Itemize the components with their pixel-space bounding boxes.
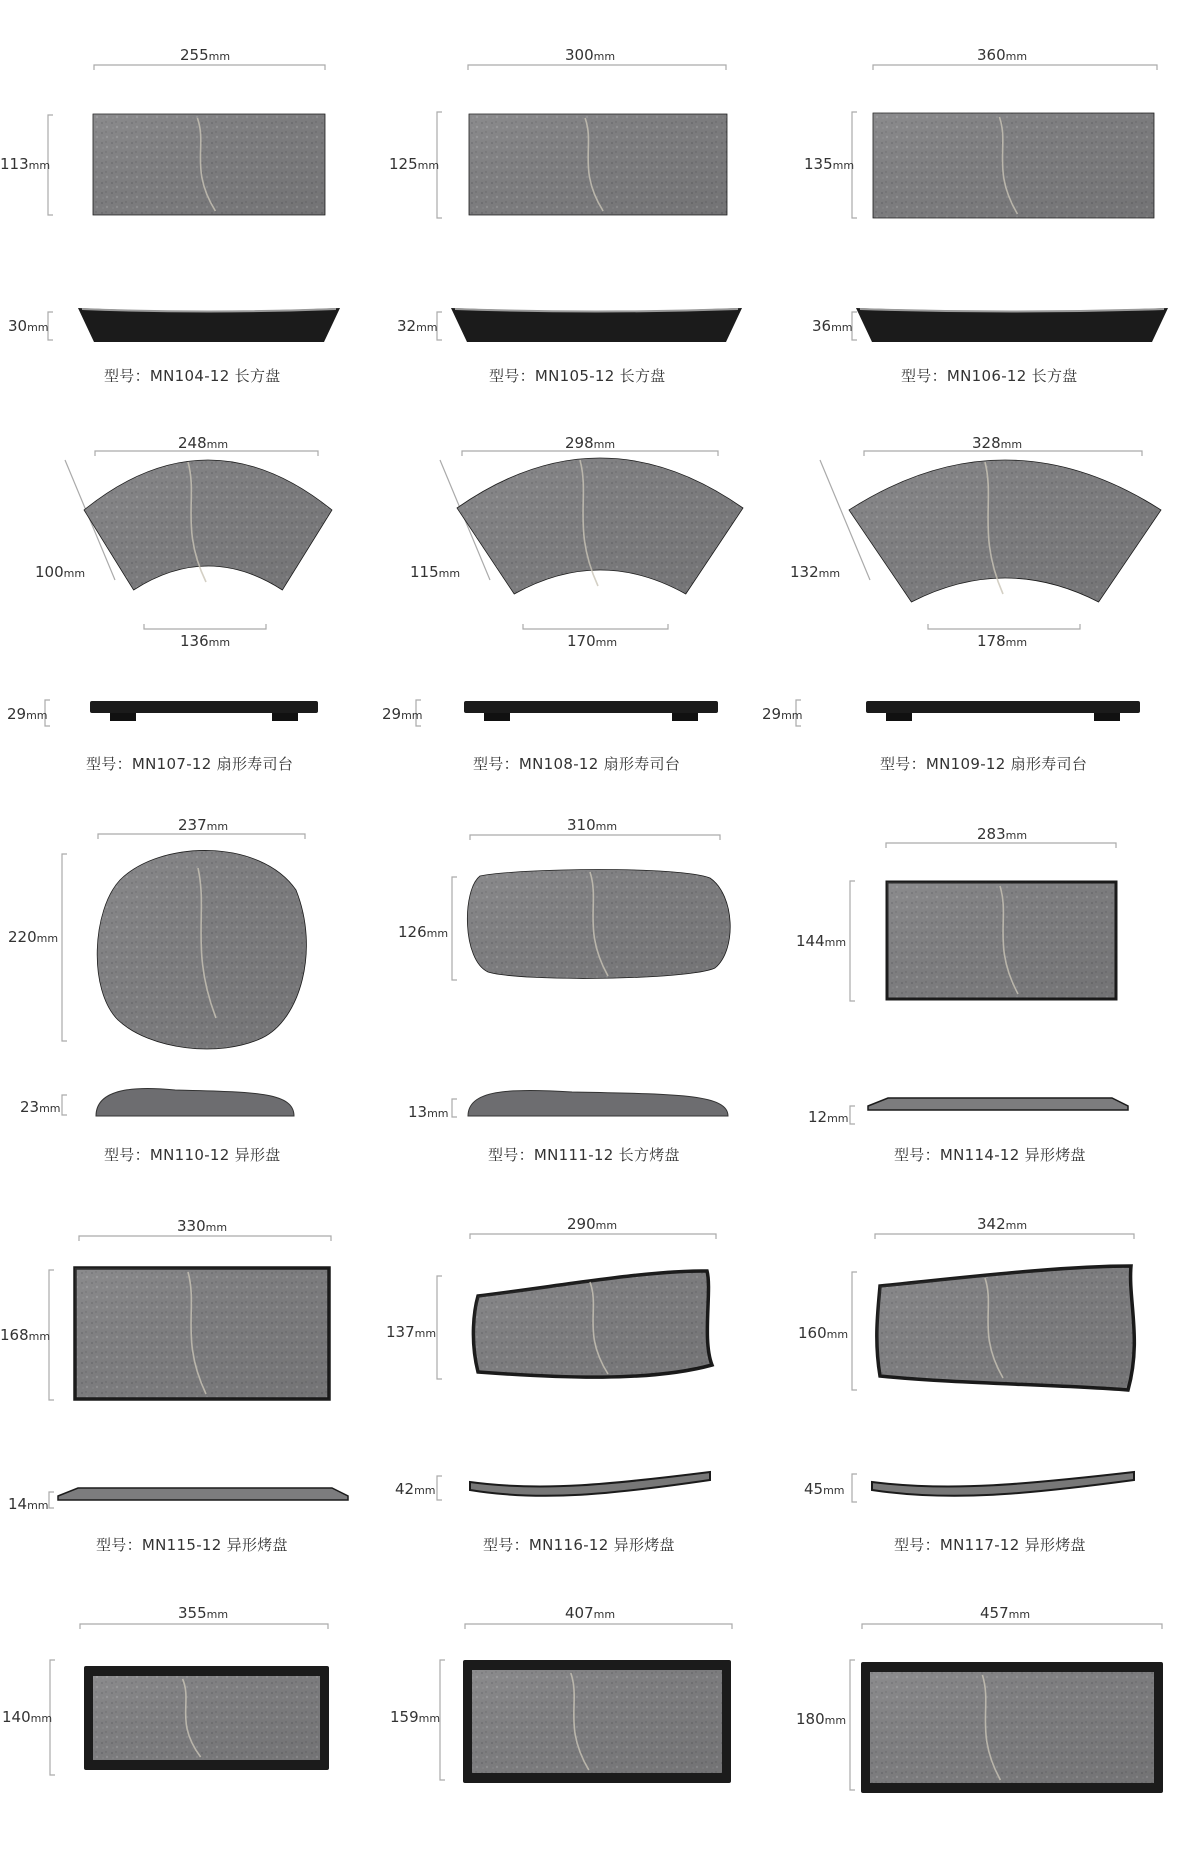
- model-caption: [96, 1538, 288, 1553]
- height-dimension: [8, 319, 49, 334]
- model-caption-value: 型号：MN105-12 长方盘: [489, 367, 666, 385]
- depth-dimension-unit: mm: [28, 1330, 51, 1343]
- width-dimension: [565, 1606, 615, 1621]
- irregular-baking-plate: [473, 1271, 712, 1377]
- width-dimension-value: 283: [977, 825, 1006, 843]
- width-dimension: [180, 48, 230, 63]
- width-guide-line: [470, 1234, 716, 1239]
- height-dimension-unit: mm: [401, 709, 423, 722]
- depth-dimension: [0, 1328, 50, 1343]
- width-dimension-value: 255: [180, 46, 209, 64]
- depth-dimension-value: 113: [0, 155, 29, 173]
- inner-width-dimension-value: 136: [180, 632, 209, 650]
- model-caption: [104, 369, 281, 384]
- plate-side-view: [78, 308, 340, 342]
- depth-dimension: [790, 565, 840, 580]
- depth-dimension-value: 220: [8, 928, 37, 946]
- height-dimension: [397, 319, 438, 334]
- depth-guide-line: [852, 1474, 857, 1502]
- plate-side-view: [451, 308, 742, 342]
- depth-guide-line: [48, 312, 53, 340]
- rimmed-baking-plate: [75, 1268, 329, 1399]
- plate-side-view: [470, 1472, 710, 1496]
- width-dimension-unit: mm: [206, 820, 229, 833]
- width-dimension: [178, 436, 228, 451]
- height-dimension: [395, 1482, 436, 1497]
- height-dimension-value: 29: [382, 705, 402, 723]
- model-caption-value: 型号：MN110-12 异形盘: [104, 1146, 281, 1164]
- width-guide-line: [886, 843, 1116, 848]
- depth-dimension-value: 180: [796, 1710, 825, 1728]
- depth-dimension-value: 100: [35, 563, 64, 581]
- width-guide-line: [875, 1234, 1134, 1239]
- width-dimension-value: 342: [977, 1215, 1006, 1233]
- model-caption: [894, 1538, 1086, 1553]
- depth-dimension-unit: mm: [28, 159, 51, 172]
- depth-guide-line: [852, 1272, 857, 1390]
- depth-guide-line: [437, 1276, 442, 1379]
- board-side-view: [866, 701, 1140, 721]
- width-guide-line: [864, 451, 1142, 456]
- depth-dimension-unit: mm: [63, 567, 86, 580]
- board-side-view: [464, 701, 718, 721]
- height-dimension: [8, 1497, 49, 1512]
- depth-dimension-unit: mm: [418, 1712, 441, 1725]
- width-dimension-unit: mm: [593, 50, 616, 63]
- round-stone-plate: [97, 850, 306, 1049]
- depth-dimension-unit: mm: [417, 159, 440, 172]
- depth-dimension: [0, 157, 50, 172]
- height-dimension-unit: mm: [27, 1499, 49, 1512]
- depth-dimension-unit: mm: [832, 159, 855, 172]
- fan-sushi-board: [849, 460, 1161, 602]
- depth-guide-line: [62, 1095, 67, 1115]
- height-dimension-value: 14: [8, 1495, 28, 1513]
- inner-width-guide-line: [523, 624, 668, 629]
- width-dimension-value: 248: [178, 434, 207, 452]
- width-dimension-value: 237: [178, 816, 207, 834]
- model-caption: [901, 369, 1078, 384]
- height-dimension-unit: mm: [427, 1107, 449, 1120]
- width-dimension: [972, 436, 1022, 451]
- rimmed-baking-plate: [887, 882, 1116, 999]
- depth-dimension: [796, 934, 846, 949]
- depth-dimension-unit: mm: [438, 567, 461, 580]
- width-dimension-unit: mm: [595, 1219, 618, 1232]
- depth-guide-line: [437, 1476, 442, 1500]
- inner-width-guide-line: [928, 624, 1080, 629]
- model-caption-value: 型号：MN117-12 异形烤盘: [894, 1536, 1086, 1554]
- depth-guide-line: [437, 312, 442, 340]
- width-dimension: [980, 1606, 1030, 1621]
- inner-width-dimension: [567, 634, 617, 649]
- model-caption-value: 型号：MN111-12 长方烤盘: [488, 1146, 680, 1164]
- depth-guide-line: [452, 877, 457, 980]
- depth-dimension-value: 140: [2, 1708, 31, 1726]
- depth-dimension-unit: mm: [824, 936, 847, 949]
- width-guide-line: [94, 65, 325, 70]
- model-caption: [489, 369, 666, 384]
- width-guide-line: [468, 65, 726, 70]
- model-caption-value: 型号：MN114-12 异形烤盘: [894, 1146, 1086, 1164]
- height-dimension-value: 30: [8, 317, 28, 335]
- width-dimension-value: 300: [565, 46, 594, 64]
- model-caption: [483, 1538, 675, 1553]
- rectangular-plate: [469, 114, 727, 215]
- depth-dimension: [796, 1712, 846, 1727]
- depth-dimension-value: 137: [386, 1323, 415, 1341]
- fan-sushi-board: [84, 460, 332, 590]
- depth-guide-line: [49, 1492, 54, 1508]
- width-dimension: [567, 1217, 617, 1232]
- height-dimension: [382, 707, 423, 722]
- depth-dimension: [35, 565, 85, 580]
- depth-guide-line: [850, 1106, 855, 1124]
- height-dimension: [808, 1110, 849, 1125]
- height-dimension: [7, 707, 48, 722]
- width-dimension-value: 298: [565, 434, 594, 452]
- width-dimension-unit: mm: [1005, 50, 1028, 63]
- model-caption: [880, 757, 1087, 772]
- depth-dimension-unit: mm: [818, 567, 841, 580]
- height-dimension: [812, 319, 853, 334]
- height-dimension-value: 32: [397, 317, 417, 335]
- framed-rectangular-plate: [861, 1662, 1163, 1793]
- board-side-view: [90, 701, 318, 721]
- width-dimension: [565, 48, 615, 63]
- height-dimension-unit: mm: [416, 321, 438, 334]
- width-dimension-unit: mm: [1008, 1608, 1031, 1621]
- depth-dimension: [2, 1710, 52, 1725]
- plate-side-view: [58, 1488, 348, 1500]
- irregular-baking-plate: [877, 1266, 1135, 1390]
- width-dimension-unit: mm: [1005, 1219, 1028, 1232]
- height-dimension-value: 29: [7, 705, 27, 723]
- height-dimension-unit: mm: [414, 1484, 436, 1497]
- height-dimension-unit: mm: [39, 1102, 61, 1115]
- width-dimension: [178, 818, 228, 833]
- width-dimension-value: 290: [567, 1215, 596, 1233]
- depth-guide-line: [452, 1099, 457, 1117]
- inner-width-dimension-unit: mm: [208, 636, 231, 649]
- framed-rectangular-plate: [84, 1666, 329, 1770]
- inner-width-dimension-value: 178: [977, 632, 1006, 650]
- framed-rectangular-plate: [463, 1660, 731, 1783]
- height-dimension-value: 13: [408, 1103, 428, 1121]
- depth-dimension-unit: mm: [824, 1714, 847, 1727]
- width-dimension-value: 407: [565, 1604, 594, 1622]
- depth-dimension-unit: mm: [30, 1712, 53, 1725]
- depth-dimension-unit: mm: [414, 1327, 437, 1340]
- width-dimension: [977, 1217, 1027, 1232]
- inner-width-dimension-unit: mm: [1005, 636, 1028, 649]
- width-dimension-value: 310: [567, 816, 596, 834]
- height-dimension-value: 42: [395, 1480, 415, 1498]
- depth-dimension-value: 160: [798, 1324, 827, 1342]
- width-dimension-unit: mm: [208, 50, 231, 63]
- depth-dimension-value: 115: [410, 563, 439, 581]
- width-dimension-unit: mm: [205, 1221, 228, 1234]
- height-dimension-value: 45: [804, 1480, 824, 1498]
- width-guide-line: [79, 1236, 331, 1241]
- height-dimension-value: 12: [808, 1108, 828, 1126]
- model-caption: [488, 1148, 680, 1163]
- width-guide-line: [98, 834, 305, 839]
- model-caption: [894, 1148, 1086, 1163]
- depth-dimension: [398, 925, 448, 940]
- width-dimension: [178, 1606, 228, 1621]
- width-dimension-value: 360: [977, 46, 1006, 64]
- depth-guide-line: [62, 854, 67, 1041]
- depth-dimension-value: 132: [790, 563, 819, 581]
- width-dimension-value: 355: [178, 1604, 207, 1622]
- height-dimension-unit: mm: [26, 709, 48, 722]
- width-dimension-unit: mm: [206, 1608, 229, 1621]
- width-dimension-value: 457: [980, 1604, 1009, 1622]
- depth-dimension: [389, 157, 439, 172]
- width-guide-line: [873, 65, 1157, 70]
- height-dimension-unit: mm: [831, 321, 853, 334]
- width-dimension-value: 330: [177, 1217, 206, 1235]
- width-dimension-unit: mm: [593, 1608, 616, 1621]
- width-dimension-value: 328: [972, 434, 1001, 452]
- depth-dimension: [386, 1325, 436, 1340]
- depth-dimension: [798, 1326, 848, 1341]
- plate-side-view: [856, 308, 1168, 342]
- height-dimension: [20, 1100, 61, 1115]
- model-caption-value: 型号：MN106-12 长方盘: [901, 367, 1078, 385]
- plate-side-view: [868, 1098, 1128, 1110]
- inner-width-dimension-value: 170: [567, 632, 596, 650]
- model-caption-value: 型号：MN104-12 长方盘: [104, 367, 281, 385]
- height-dimension-unit: mm: [27, 321, 49, 334]
- model-caption-value: 型号：MN109-12 扇形寿司台: [880, 755, 1088, 773]
- depth-dimension: [8, 930, 58, 945]
- width-guide-line: [470, 835, 720, 840]
- width-guide-line: [80, 1624, 328, 1629]
- width-dimension: [977, 827, 1027, 842]
- height-dimension: [804, 1482, 845, 1497]
- rounded-baking-plate: [467, 870, 730, 979]
- model-caption: [104, 1148, 281, 1163]
- width-guide-line: [862, 1624, 1162, 1629]
- inner-width-dimension: [180, 634, 230, 649]
- width-dimension-unit: mm: [1005, 829, 1028, 842]
- depth-guide-line: [850, 881, 855, 1001]
- depth-dimension: [390, 1710, 440, 1725]
- model-caption-value: 型号：MN116-12 异形烤盘: [483, 1536, 675, 1554]
- depth-dimension-value: 159: [390, 1708, 419, 1726]
- model-caption-value: 型号：MN115-12 异形烤盘: [96, 1536, 288, 1554]
- depth-dimension-unit: mm: [826, 1328, 849, 1341]
- depth-dimension-value: 144: [796, 932, 825, 950]
- depth-guide-line: [852, 312, 857, 340]
- width-guide-line: [465, 1624, 732, 1629]
- width-dimension-unit: mm: [595, 820, 618, 833]
- inner-width-dimension-unit: mm: [595, 636, 618, 649]
- width-dimension: [567, 818, 617, 833]
- plate-side-view: [872, 1472, 1134, 1496]
- plate-side-view: [468, 1090, 728, 1116]
- inner-width-guide-line: [144, 624, 266, 629]
- height-dimension-unit: mm: [823, 1484, 845, 1497]
- model-caption-value: 型号：MN108-12 扇形寿司台: [473, 755, 681, 773]
- depth-dimension-value: 125: [389, 155, 418, 173]
- depth-guide-line: [440, 1660, 445, 1780]
- width-dimension: [177, 1219, 227, 1234]
- depth-dimension-unit: mm: [426, 927, 449, 940]
- width-dimension: [977, 48, 1027, 63]
- fan-sushi-board: [457, 458, 743, 594]
- height-dimension-unit: mm: [827, 1112, 849, 1125]
- depth-dimension: [410, 565, 460, 580]
- plate-side-view: [96, 1088, 294, 1116]
- width-dimension: [565, 436, 615, 451]
- depth-dimension-value: 168: [0, 1326, 29, 1344]
- depth-dimension-value: 126: [398, 923, 427, 941]
- model-caption-value: 型号：MN107-12 扇形寿司台: [86, 755, 294, 773]
- depth-dimension: [804, 157, 854, 172]
- inner-width-dimension: [977, 634, 1027, 649]
- height-dimension: [762, 707, 803, 722]
- width-dimension-unit: mm: [1000, 438, 1023, 451]
- height-dimension-value: 29: [762, 705, 782, 723]
- height-dimension: [408, 1105, 449, 1120]
- model-caption: [86, 757, 293, 772]
- width-dimension-unit: mm: [206, 438, 229, 451]
- depth-guide-line: [850, 1660, 855, 1790]
- model-caption: [473, 757, 680, 772]
- depth-dimension-unit: mm: [36, 932, 59, 945]
- rectangular-plate: [873, 113, 1154, 218]
- height-dimension-value: 23: [20, 1098, 40, 1116]
- rectangular-plate: [93, 114, 325, 215]
- height-dimension-value: 36: [812, 317, 832, 335]
- width-dimension-unit: mm: [593, 438, 616, 451]
- height-dimension-unit: mm: [781, 709, 803, 722]
- depth-dimension-value: 135: [804, 155, 833, 173]
